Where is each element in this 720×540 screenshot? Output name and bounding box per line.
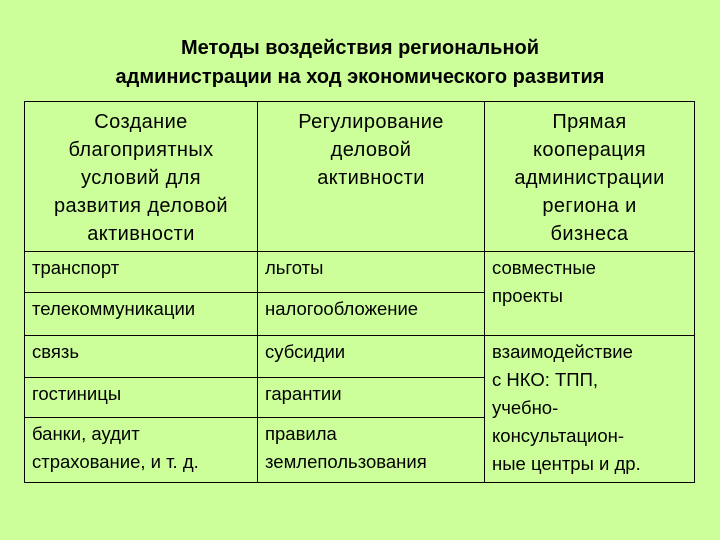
table-cell: транспорт bbox=[25, 252, 258, 293]
cell-text: совместные bbox=[492, 257, 596, 278]
table-cell: телекоммуникации bbox=[25, 293, 258, 336]
title-line-1: Методы воздействия региональной bbox=[180, 37, 540, 59]
cell-text: проекты bbox=[492, 285, 563, 306]
table-cell bbox=[258, 418, 485, 483]
header-text: Прямая bbox=[552, 111, 627, 133]
table-header-row bbox=[25, 102, 695, 252]
header-text: региона и bbox=[542, 195, 637, 217]
header-business-regulation bbox=[258, 102, 485, 252]
header-text: бизнеса bbox=[550, 223, 629, 245]
table-cell: льготы bbox=[258, 252, 485, 293]
cell-text: ные центры и др. bbox=[492, 453, 641, 474]
header-text: кооперация bbox=[533, 139, 646, 161]
cell-text: банки, аудит bbox=[32, 423, 140, 444]
header-text: деловой bbox=[330, 139, 412, 161]
cell-text: консультацион- bbox=[492, 425, 625, 446]
cell-joint-projects bbox=[485, 252, 695, 336]
cell-text: взаимодействие bbox=[492, 341, 633, 362]
cell-text: страхование, и т. д. bbox=[32, 451, 199, 472]
cell-text: учебно- bbox=[492, 397, 559, 418]
table-cell bbox=[25, 418, 258, 483]
header-text: развития деловой bbox=[54, 195, 228, 217]
cell-nko-interaction bbox=[485, 336, 695, 483]
header-text: благоприятных bbox=[68, 139, 214, 161]
header-text: администрации bbox=[514, 167, 665, 189]
title-line-2: администрации на ход экономического развития bbox=[115, 66, 605, 88]
header-text: активности bbox=[87, 223, 195, 245]
table-row bbox=[25, 336, 695, 378]
methods-table bbox=[24, 101, 695, 483]
header-text: Регулирование bbox=[298, 111, 444, 133]
header-text: условий для bbox=[81, 167, 201, 189]
table-cell: субсидии bbox=[258, 336, 485, 378]
table-cell: гостиницы bbox=[25, 378, 258, 418]
table-cell: гарантии bbox=[258, 378, 485, 418]
header-direct-cooperation bbox=[485, 102, 695, 252]
cell-text: с НКО: ТПП, bbox=[492, 369, 599, 390]
header-favorable-conditions bbox=[25, 102, 258, 252]
header-text: Создание bbox=[94, 111, 188, 133]
table-row bbox=[25, 252, 695, 293]
cell-text: правила bbox=[265, 423, 337, 444]
table-cell: связь bbox=[25, 336, 258, 378]
table-cell: налогообложение bbox=[258, 293, 485, 336]
cell-text: землепользования bbox=[265, 451, 427, 472]
header-text: активности bbox=[317, 167, 425, 189]
page-title bbox=[0, 34, 720, 92]
